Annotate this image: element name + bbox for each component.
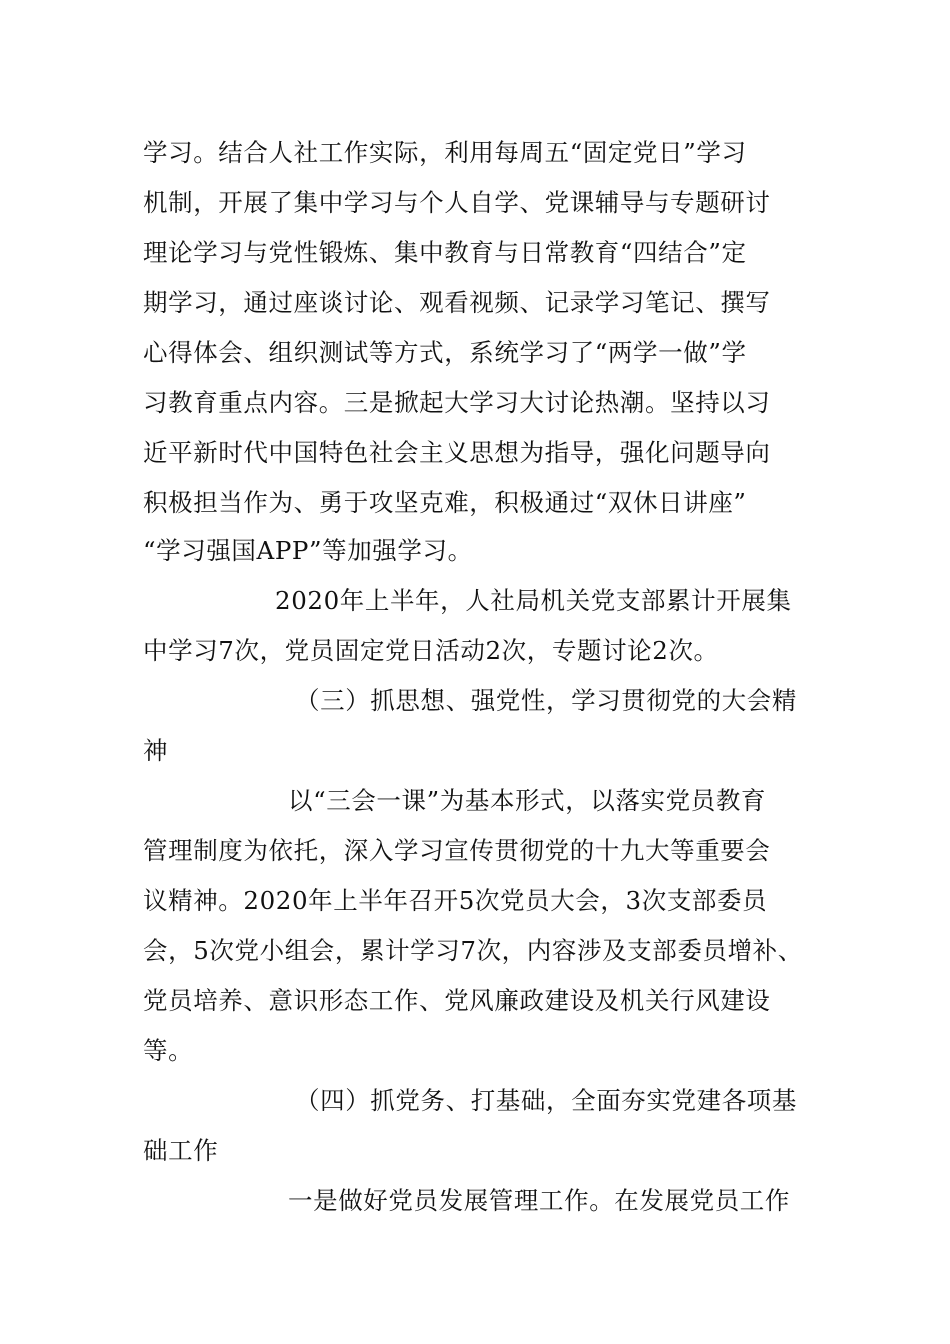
text-line-7: 近平新时代中国特色社会主义思想为指导，强化问题导向 <box>143 438 771 467</box>
section-heading-3-cont: 神 <box>143 736 169 765</box>
text-line-5: 心得体会、组织测试等方式，系统学习了“两学一做”学 <box>143 338 747 367</box>
text-line-19: 等。 <box>143 1036 194 1065</box>
section-heading-3: （三）抓思想、强党性，学习贯彻党的大会精 <box>295 686 797 715</box>
text-line-2: 机制，开展了集中学习与个人自学、党课辅导与专题研讨 <box>143 188 771 217</box>
text-line-6: 习教育重点内容。三是掀起大学习大讨论热潮。坚持以习 <box>143 388 771 417</box>
section-heading-4-cont: 础工作 <box>143 1136 219 1165</box>
text-line-15: 管理制度为依托，深入学习宣传贯彻党的十九大等重要会 <box>143 836 771 865</box>
text-line-4: 期学习，通过座谈讨论、观看视频、记录学习笔记、撰写 <box>143 288 771 317</box>
text-line-1: 学习。结合人社工作实际，利用每周五“固定党日”学习 <box>143 138 747 167</box>
text-line-16: 议精神。2020年上半年召开5次党员大会，3次支部委员 <box>143 886 768 915</box>
text-line-18: 党员培养、意识形态工作、党风廉政建设及机关行风建设 <box>143 986 771 1015</box>
text-line-11: 中学习7次，党员固定党日活动2次，专题讨论2次。 <box>143 636 719 665</box>
text-line-14: 以“三会一课”为基本形式，以落实党员教育 <box>288 786 767 815</box>
section-heading-4: （四）抓党务、打基础，全面夯实党建各项基 <box>295 1086 797 1115</box>
text-line-22: 一是做好党员发展管理工作。在发展党员工作 <box>288 1186 790 1215</box>
text-line-9: “学习强国APP”等加强学习。 <box>143 536 473 565</box>
text-line-17: 会，5次党小组会，累计学习7次，内容涉及支部委员增补、 <box>143 936 803 965</box>
text-line-8: 积极担当作为、勇于攻坚克难，积极通过“双休日讲座” <box>143 488 747 517</box>
text-line-10: 2020年上半年，人社局机关党支部累计开展集 <box>275 586 792 615</box>
text-line-3: 理论学习与党性锻炼、集中教育与日常教育“四结合”定 <box>143 238 747 267</box>
